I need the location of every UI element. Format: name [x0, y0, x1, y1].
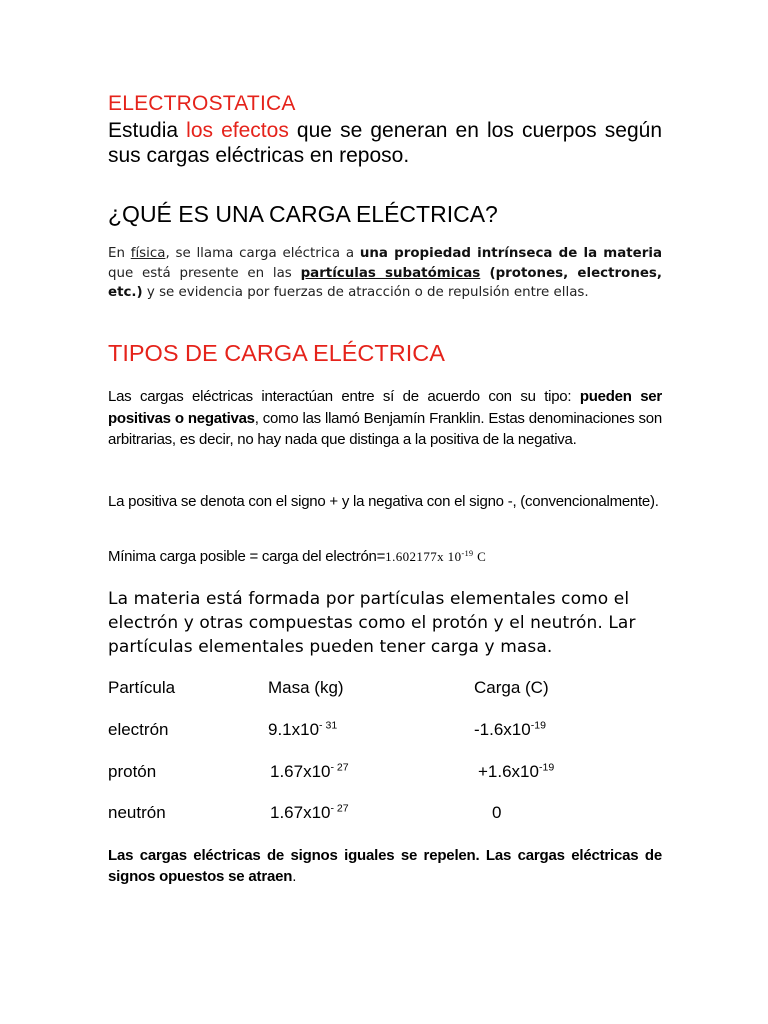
def-text-2: , se llama carga eléctrica a: [165, 246, 360, 261]
page-title: ELECTROSTATICA: [108, 92, 296, 115]
fisica-link[interactable]: física: [130, 246, 166, 261]
min-charge-value: 1.602177x $10^{-19}$ C: [385, 549, 487, 564]
question-heading: ¿QUÉ ES UNA CARGA ELÉCTRICA?: [108, 201, 498, 227]
p1-text-2: , como las llamó Benjamín Franklin. Estas denominaciones son arbitrarias, es decir, no hay nada que distinga a la positiva de la negativa.: [108, 409, 662, 448]
conclusion-text: Las cargas eléctricas de signos iguales se repelen. Las cargas eléctricas de signos opuestos se atraen: [108, 847, 662, 885]
row-neutron-particle: neutrón: [108, 803, 166, 822]
header-mass: Masa (kg): [268, 678, 344, 697]
types-heading: TIPOS DE CARGA ELÉCTRICA: [108, 340, 445, 366]
def-text-1: En: [108, 246, 131, 261]
p1-text-1: Las cargas eléctricas interactúan entre sí de acuerdo con su tipo:: [108, 388, 580, 405]
min-charge-line: [108, 548, 486, 565]
intro-pre: Estudia: [108, 119, 187, 142]
intro-paragraph: [108, 118, 662, 168]
matter-paragraph: La materia está formada por partículas elementales como el electrón y otras compuestas como el protón y el neutrón. Lar partículas elementales pueden tener carga y masa.: [108, 589, 636, 657]
definition-paragraph: [108, 244, 662, 303]
header-charge: Carga (C): [474, 678, 549, 697]
def-bold-3: (protones, electrones, etc.): [108, 265, 662, 300]
intro-post: que se generan en los cuerpos según sus cargas eléctricas en reposo.: [108, 119, 662, 167]
def-text-3: que está presente en las: [108, 265, 301, 281]
row-neutron-charge: 0: [492, 803, 502, 822]
subatomic-particles-link[interactable]: partículas subatómicas: [300, 265, 481, 281]
row-proton-mass: $1.67x10^{- 27}$: [270, 761, 349, 781]
row-electron-particle: electrón: [108, 720, 169, 739]
row-proton-charge: $+1.6x10^{-19}$: [478, 761, 555, 781]
conclusion-paragraph: [108, 845, 662, 887]
min-charge-label: Mínima carga posible = carga del electrón=: [108, 548, 386, 565]
row-electron-charge: $-1.6x10^{-19}$: [474, 719, 546, 739]
def-text-4: y se evidencia por fuerzas de atracción o de repulsión entre ellas.: [142, 285, 589, 300]
sign-paragraph: La positiva se denota con el signo + y la negativa con el signo -, (convencionalmente).: [108, 493, 659, 510]
row-proton-particle: protón: [108, 762, 157, 781]
conclusion-period: .: [292, 868, 297, 885]
def-bold-1: una propiedad intrínseca de la materia: [359, 246, 662, 261]
row-neutron-mass: $1.67x10^{- 27}$: [270, 802, 349, 822]
header-particle: Partícula: [108, 678, 176, 697]
row-electron-mass: $9.1x10^{- 31}$: [268, 719, 338, 739]
types-paragraph: [108, 386, 662, 451]
intro-highlight: los efectos: [186, 119, 289, 142]
p1-bold: pueden ser positivas o negativas: [108, 388, 662, 427]
